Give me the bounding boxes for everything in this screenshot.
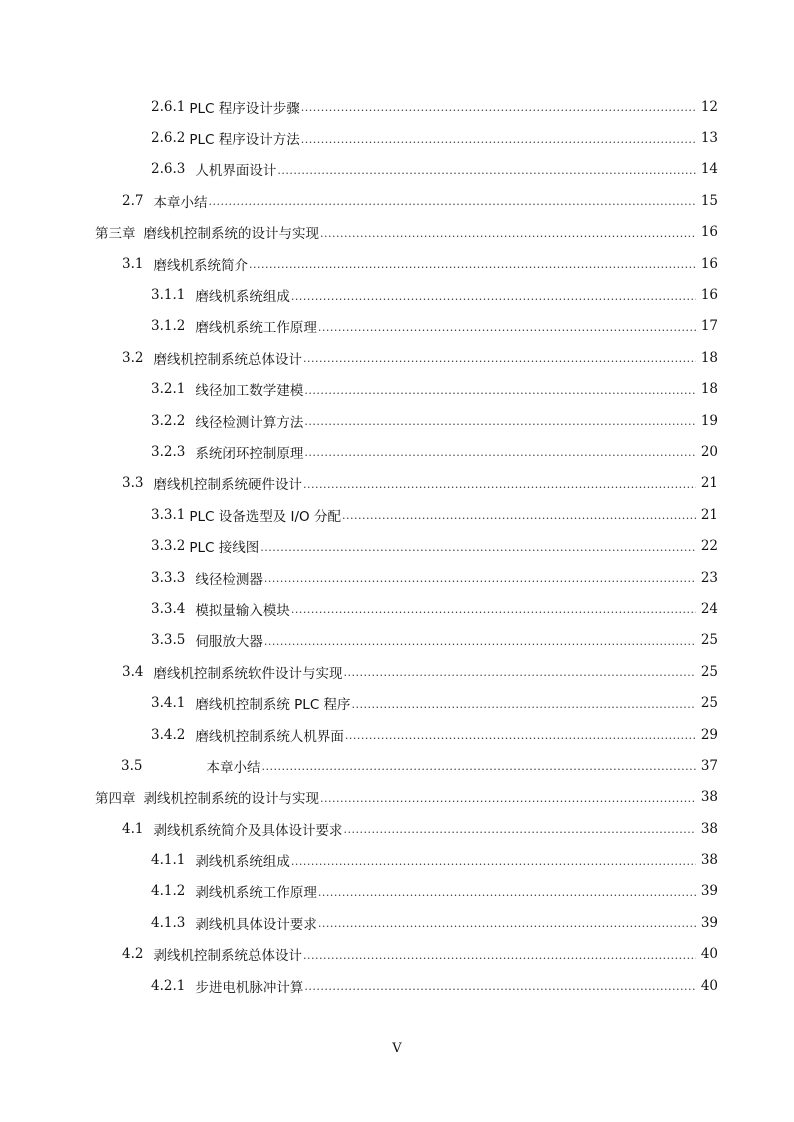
toc-leader xyxy=(303,478,696,491)
toc-entry-3-1-2[interactable] xyxy=(0,311,794,342)
toc-page: 21 xyxy=(700,506,718,523)
toc-title: 步进电机脉冲计算 xyxy=(195,979,304,996)
toc-page: 19 xyxy=(700,412,718,429)
toc-number: 2.6.3 xyxy=(151,161,186,178)
toc-title: 本章小结 xyxy=(206,759,261,776)
toc-number: 2.6.2 xyxy=(151,130,186,147)
toc-number: 4.1 xyxy=(122,820,144,837)
toc-title: 磨线机控制系统的设计与实现 xyxy=(143,226,319,243)
toc-leader xyxy=(304,980,696,993)
toc-page: 38 xyxy=(700,852,718,869)
toc-title: 线径检测器 xyxy=(195,571,263,588)
toc-title: PLC 设备选型及 I/O 分配 xyxy=(189,508,341,525)
toc-title: 磨线机控制系统总体设计 xyxy=(153,351,302,368)
toc-leader xyxy=(291,603,696,616)
toc-entry-3-3-4[interactable] xyxy=(0,593,794,624)
toc-entry-3-1-1[interactable] xyxy=(0,279,794,310)
toc-number: 3.2.1 xyxy=(151,381,186,398)
toc-page: 18 xyxy=(700,349,718,366)
toc-entry-chapter-4[interactable] xyxy=(0,782,794,813)
toc-page: 24 xyxy=(700,600,718,617)
toc-number: 4.1.3 xyxy=(151,914,186,931)
toc-leader xyxy=(261,760,696,773)
toc-leader xyxy=(249,258,696,271)
toc-page: 16 xyxy=(700,287,718,304)
toc-number: 4.2.1 xyxy=(151,977,186,994)
toc-leader xyxy=(208,195,696,208)
table-of-contents xyxy=(0,91,794,1001)
toc-entry-3-2-1[interactable] xyxy=(0,374,794,405)
toc-title: 线径检测计算方法 xyxy=(195,414,304,431)
toc-title: 本章小结 xyxy=(153,194,208,211)
toc-number: 3.2 xyxy=(122,349,144,366)
toc-page: 38 xyxy=(700,789,718,806)
toc-page: 13 xyxy=(700,130,718,147)
toc-page: 14 xyxy=(700,161,718,178)
toc-title: 模拟量输入模块 xyxy=(195,602,290,619)
toc-number: 3.3.1 xyxy=(151,506,186,523)
toc-page: 40 xyxy=(700,977,718,994)
toc-number: 3.3.4 xyxy=(151,600,186,617)
toc-entry-2-6-2[interactable] xyxy=(0,122,794,153)
toc-leader xyxy=(343,823,696,836)
toc-page: 38 xyxy=(700,820,718,837)
toc-leader xyxy=(301,133,696,146)
toc-leader xyxy=(352,698,696,711)
toc-entry-2-7[interactable] xyxy=(0,185,794,216)
toc-leader xyxy=(301,101,696,114)
toc-title: 磨线机系统工作原理 xyxy=(195,320,317,337)
toc-entry-4-1[interactable] xyxy=(0,813,794,844)
toc-title: 剥线机系统组成 xyxy=(195,854,290,871)
toc-leader xyxy=(303,949,696,962)
toc-page: 18 xyxy=(700,381,718,398)
toc-leader xyxy=(260,541,696,554)
toc-title: PLC 程序设计步骤 xyxy=(189,100,300,117)
toc-leader xyxy=(264,572,696,585)
toc-number: 3.5 xyxy=(121,757,143,774)
toc-title: 剥线机系统工作原理 xyxy=(195,885,317,902)
toc-number: 3.3.5 xyxy=(151,632,186,649)
toc-number: 3.1.1 xyxy=(151,287,186,304)
toc-page: 20 xyxy=(700,443,718,460)
toc-leader xyxy=(304,446,696,459)
toc-leader xyxy=(320,792,696,805)
toc-number: 3.2.3 xyxy=(151,443,186,460)
toc-title: 剥线机控制系统的设计与实现 xyxy=(143,791,319,808)
toc-number: 3.4.2 xyxy=(151,726,186,743)
toc-entry-4-2-1[interactable] xyxy=(0,970,794,1001)
toc-page: 25 xyxy=(700,663,718,680)
toc-title: PLC 程序设计方法 xyxy=(189,132,300,149)
toc-title: 剥线机控制系统总体设计 xyxy=(153,948,302,965)
page-number: V xyxy=(392,1041,402,1056)
toc-title: 伺服放大器 xyxy=(195,634,263,651)
toc-entry-3-3-1[interactable] xyxy=(0,499,794,530)
toc-entry-chapter-3[interactable] xyxy=(0,217,794,248)
toc-number: 3.3.3 xyxy=(151,569,186,586)
toc-leader xyxy=(318,886,696,899)
toc-title: 剥线机具体设计要求 xyxy=(195,916,317,933)
toc-page: 16 xyxy=(700,224,718,241)
toc-number: 3.3 xyxy=(122,475,144,492)
toc-title: PLC 接线图 xyxy=(189,540,260,557)
toc-entry-3-2-2[interactable] xyxy=(0,405,794,436)
toc-page: 22 xyxy=(700,538,718,555)
toc-leader xyxy=(318,321,696,334)
toc-number: 3.1.2 xyxy=(151,318,186,335)
toc-leader xyxy=(264,635,696,648)
toc-leader xyxy=(277,164,696,177)
toc-number: 第四章 xyxy=(95,791,136,808)
toc-number: 4.1.1 xyxy=(151,852,186,869)
toc-entry-3-2[interactable] xyxy=(0,342,794,373)
toc-entry-3-3-3[interactable] xyxy=(0,562,794,593)
toc-number: 2.6.1 xyxy=(151,98,186,115)
toc-entry-3-4-2[interactable] xyxy=(0,719,794,750)
toc-leader xyxy=(320,227,696,240)
toc-leader xyxy=(304,384,696,397)
toc-leader xyxy=(343,666,696,679)
toc-page: 15 xyxy=(700,192,718,209)
toc-entry-3-3-5[interactable] xyxy=(0,625,794,656)
toc-page: 21 xyxy=(700,475,718,492)
toc-number: 3.4 xyxy=(122,663,144,680)
toc-title: 磨线机系统组成 xyxy=(195,289,290,306)
toc-entry-2-6-3[interactable] xyxy=(0,154,794,185)
toc-page: 12 xyxy=(700,98,718,115)
toc-title: 线径加工数学建模 xyxy=(195,383,304,400)
toc-entry-4-1-2[interactable] xyxy=(0,876,794,907)
toc-title: 系统闭环控制原理 xyxy=(195,445,304,462)
toc-entry-3-1[interactable] xyxy=(0,248,794,279)
toc-number: 4.2 xyxy=(122,946,144,963)
toc-entry-2-6-1[interactable] xyxy=(0,91,794,122)
toc-number: 2.7 xyxy=(122,192,144,209)
toc-title: 磨线机控制系统人机界面 xyxy=(195,728,344,745)
toc-title: 磨线机控制系统软件设计与实现 xyxy=(153,665,343,682)
toc-leader xyxy=(291,290,696,303)
toc-page: 40 xyxy=(700,946,718,963)
toc-number: 3.3.2 xyxy=(151,538,186,555)
toc-entry-3-5[interactable] xyxy=(0,750,794,781)
toc-number: 3.2.2 xyxy=(151,412,186,429)
toc-number: 3.4.1 xyxy=(151,695,186,712)
toc-leader xyxy=(304,415,696,428)
toc-page: 39 xyxy=(700,914,718,931)
toc-leader xyxy=(303,352,696,365)
toc-page: 37 xyxy=(700,757,718,774)
toc-entry-3-2-3[interactable] xyxy=(0,436,794,467)
toc-leader xyxy=(342,509,696,522)
toc-leader xyxy=(318,917,696,930)
toc-title: 磨线机控制系统硬件设计 xyxy=(153,477,302,494)
toc-title: 人机界面设计 xyxy=(195,163,277,180)
toc-page: 39 xyxy=(700,883,718,900)
toc-title: 磨线机控制系统 PLC 程序 xyxy=(195,697,351,714)
toc-entry-4-1-3[interactable] xyxy=(0,907,794,938)
toc-page: 16 xyxy=(700,255,718,272)
toc-number: 第三章 xyxy=(95,226,136,243)
toc-page: 29 xyxy=(700,726,718,743)
toc-leader xyxy=(345,729,696,742)
toc-number: 3.1 xyxy=(122,255,144,272)
toc-page: 23 xyxy=(700,569,718,586)
toc-title: 磨线机系统简介 xyxy=(153,257,248,274)
toc-entry-4-1-1[interactable] xyxy=(0,844,794,875)
toc-title: 剥线机系统简介及具体设计要求 xyxy=(153,822,343,839)
toc-entry-4-2[interactable] xyxy=(0,939,794,970)
toc-number: 4.1.2 xyxy=(151,883,186,900)
toc-page: 25 xyxy=(700,695,718,712)
toc-leader xyxy=(291,855,696,868)
toc-entry-3-3[interactable] xyxy=(0,468,794,499)
toc-entry-3-4[interactable] xyxy=(0,656,794,687)
toc-entry-3-4-1[interactable] xyxy=(0,687,794,718)
toc-page: 17 xyxy=(700,318,718,335)
toc-page: 25 xyxy=(700,632,718,649)
toc-entry-3-3-2[interactable] xyxy=(0,530,794,561)
